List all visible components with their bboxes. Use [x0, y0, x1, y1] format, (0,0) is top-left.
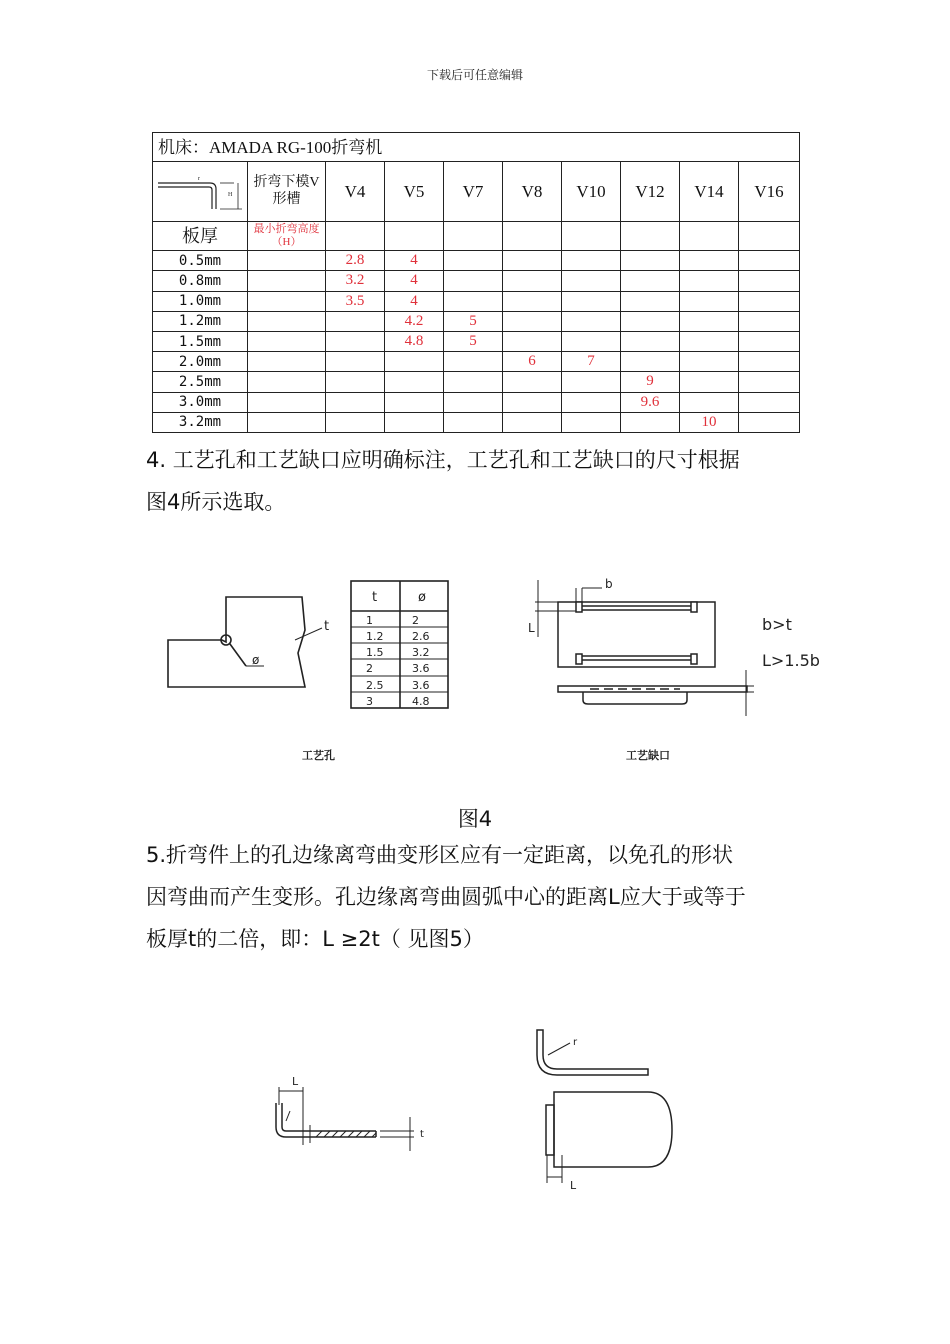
height-cell: 4.2	[385, 311, 444, 331]
height-cell	[680, 352, 739, 372]
height-cell	[739, 331, 800, 351]
table-row	[153, 331, 800, 351]
height-cell	[680, 311, 739, 331]
height-cell	[621, 251, 680, 271]
thickness-cell: 2.5mm	[153, 372, 248, 392]
height-cell	[444, 251, 503, 271]
height-cell	[562, 412, 621, 432]
hole-thickness-cell: 1.2	[366, 630, 384, 643]
bending-height-table	[152, 132, 800, 433]
height-cell	[326, 352, 385, 372]
height-cell	[326, 412, 385, 432]
blank-cell	[248, 372, 326, 392]
phi-label: ø	[252, 653, 260, 667]
hole-diameter-cell: 2.6	[412, 630, 430, 643]
rule-L-gt-1.5b: L>1.5b	[762, 651, 820, 670]
fig5-t-label: t	[420, 1129, 424, 1140]
height-cell	[562, 311, 621, 331]
height-cell	[739, 251, 800, 271]
height-cell	[562, 271, 621, 291]
height-cell: 9	[621, 372, 680, 392]
table-row	[153, 251, 800, 271]
table-row	[153, 372, 800, 392]
height-cell	[621, 352, 680, 372]
height-cell: 5	[444, 331, 503, 351]
height-cell: 4	[385, 251, 444, 271]
hole-thickness-cell: 1	[366, 614, 373, 627]
blank-cell	[248, 311, 326, 331]
height-cell	[444, 291, 503, 311]
height-cell	[326, 311, 385, 331]
col-v16: V16	[739, 162, 800, 222]
process-notch-sketch	[535, 580, 754, 716]
height-cell: 10	[680, 412, 739, 432]
thickness-cell: 0.5mm	[153, 251, 248, 271]
hole-thickness-cell: 3	[366, 695, 373, 708]
table-title: 机床：AMADA RG-100折弯机	[153, 133, 800, 162]
height-cell	[621, 271, 680, 291]
fig5-L-label-left: L	[292, 1075, 299, 1088]
height-cell	[621, 331, 680, 351]
height-cell	[385, 392, 444, 412]
thickness-cell: 2.0mm	[153, 352, 248, 372]
col-v7: V7	[444, 162, 503, 222]
height-cell	[680, 271, 739, 291]
para4-line1: 4. 工艺孔和工艺缺口应明确标注，工艺孔和工艺缺口的尺寸根据	[146, 448, 740, 472]
paragraph-4	[146, 439, 814, 523]
height-cell	[444, 271, 503, 291]
bend-sketch	[153, 162, 248, 222]
process-hole-sketch	[168, 597, 322, 687]
height-cell	[326, 392, 385, 412]
height-cell	[503, 251, 562, 271]
col-v4: V4	[326, 162, 385, 222]
col-v14: V14	[680, 162, 739, 222]
height-cell	[444, 352, 503, 372]
height-cell	[503, 291, 562, 311]
hole-diameter-cell: 2	[412, 614, 419, 627]
height-cell	[739, 352, 800, 372]
height-cell	[680, 372, 739, 392]
b-label: b	[605, 577, 613, 591]
thickness-cell: 3.2mm	[153, 412, 248, 432]
height-cell	[680, 331, 739, 351]
height-cell	[326, 331, 385, 351]
blank-cell	[248, 271, 326, 291]
height-cell	[621, 291, 680, 311]
col-v10: V10	[562, 162, 621, 222]
height-cell	[503, 392, 562, 412]
bend-cross-section	[276, 1087, 414, 1151]
bend-diagram-icon	[154, 163, 246, 217]
height-cell	[562, 331, 621, 351]
blank-cell	[248, 251, 326, 271]
hole-size-table	[351, 581, 448, 708]
rule-b-gt-t: b>t	[762, 615, 792, 634]
height-cell	[739, 412, 800, 432]
hole-diameter-cell: 3.6	[412, 662, 430, 675]
height-cell: 6	[503, 352, 562, 372]
height-cell	[739, 291, 800, 311]
blank-cell	[248, 331, 326, 351]
thickness-cell: 1.0mm	[153, 291, 248, 311]
height-cell	[562, 291, 621, 311]
caption-process-notch: 工艺缺口	[626, 749, 670, 762]
height-cell	[621, 412, 680, 432]
t-label: t	[324, 619, 330, 634]
blank-cell	[248, 352, 326, 372]
col-v5: V5	[385, 162, 444, 222]
height-cell	[562, 392, 621, 412]
height-cell	[621, 311, 680, 331]
height-cell	[680, 392, 739, 412]
page-header: 下载后可任意编辑	[426, 68, 523, 82]
figure-4-caption: 图4	[457, 807, 493, 831]
height-cell	[562, 372, 621, 392]
height-cell: 4	[385, 291, 444, 311]
height-cell	[503, 311, 562, 331]
height-cell: 7	[562, 352, 621, 372]
paragraph-5	[146, 834, 814, 960]
height-cell	[503, 412, 562, 432]
height-cell	[739, 311, 800, 331]
thickness-cell: 1.5mm	[153, 331, 248, 351]
blank-cell	[248, 291, 326, 311]
blank-cell	[248, 392, 326, 412]
table-row	[153, 352, 800, 372]
height-cell: 4.8	[385, 331, 444, 351]
height-cell: 5	[444, 311, 503, 331]
hole-diameter-cell: 4.8	[412, 695, 430, 708]
height-cell	[444, 412, 503, 432]
height-cell	[326, 372, 385, 392]
height-cell: 9.6	[621, 392, 680, 412]
height-cell	[562, 251, 621, 271]
table-row	[153, 291, 800, 311]
para5-line3: 板厚t的二倍，即：L ≥2t（ 见图5）	[146, 927, 484, 951]
table-row	[153, 412, 800, 432]
height-cell: 3.2	[326, 271, 385, 291]
figure-5	[260, 1025, 690, 1205]
figure-4	[150, 570, 830, 770]
height-cell: 4	[385, 271, 444, 291]
col-v12: V12	[621, 162, 680, 222]
min-height-label: 最小折弯高度（H）	[248, 221, 326, 250]
height-cell: 2.8	[326, 251, 385, 271]
svg-text:r: r	[198, 176, 200, 183]
col-v8: V8	[503, 162, 562, 222]
L-label: L	[528, 621, 535, 635]
table-row	[153, 271, 800, 291]
para5-line1: 5.折弯件上的孔边缘离弯曲变形区应有一定距离，以免孔的形状	[146, 843, 734, 867]
height-cell	[503, 372, 562, 392]
height-cell	[385, 372, 444, 392]
thickness-label: 板厚	[153, 221, 248, 250]
height-cell	[444, 392, 503, 412]
height-cell	[680, 251, 739, 271]
hole-table-header-phi: ø	[418, 590, 426, 605]
svg-text:H: H	[228, 192, 233, 199]
para5-line2: 因弯曲而产生变形。孔边缘离弯曲圆弧中心的距离L应大于或等于	[146, 885, 746, 909]
fig5-L-label-right: L	[570, 1179, 577, 1192]
hole-thickness-cell: 1.5	[366, 646, 384, 659]
bend-plan-view	[537, 1030, 672, 1183]
height-cell	[739, 372, 800, 392]
caption-process-hole: 工艺孔	[302, 749, 335, 762]
height-cell	[739, 271, 800, 291]
hole-diameter-cell: 3.2	[412, 646, 430, 659]
hole-table-header-t: t	[372, 590, 378, 605]
height-cell	[739, 392, 800, 412]
hole-diameter-cell: 3.6	[412, 679, 430, 692]
height-cell	[385, 412, 444, 432]
hole-thickness-cell: 2	[366, 662, 373, 675]
height-cell	[385, 352, 444, 372]
blank-cell	[248, 412, 326, 432]
thickness-cell: 0.8mm	[153, 271, 248, 291]
thickness-cell: 1.2mm	[153, 311, 248, 331]
height-cell	[680, 291, 739, 311]
fig5-r-label: r	[573, 1037, 578, 1048]
para4-line2: 图4所示选取。	[146, 490, 286, 514]
height-cell	[503, 271, 562, 291]
v-groove-label: 折弯下模V形槽	[248, 162, 326, 222]
table-row	[153, 392, 800, 412]
hole-thickness-cell: 2.5	[366, 679, 384, 692]
height-cell: 3.5	[326, 291, 385, 311]
thickness-cell: 3.0mm	[153, 392, 248, 412]
table-row	[153, 311, 800, 331]
height-cell	[503, 331, 562, 351]
height-cell	[444, 372, 503, 392]
